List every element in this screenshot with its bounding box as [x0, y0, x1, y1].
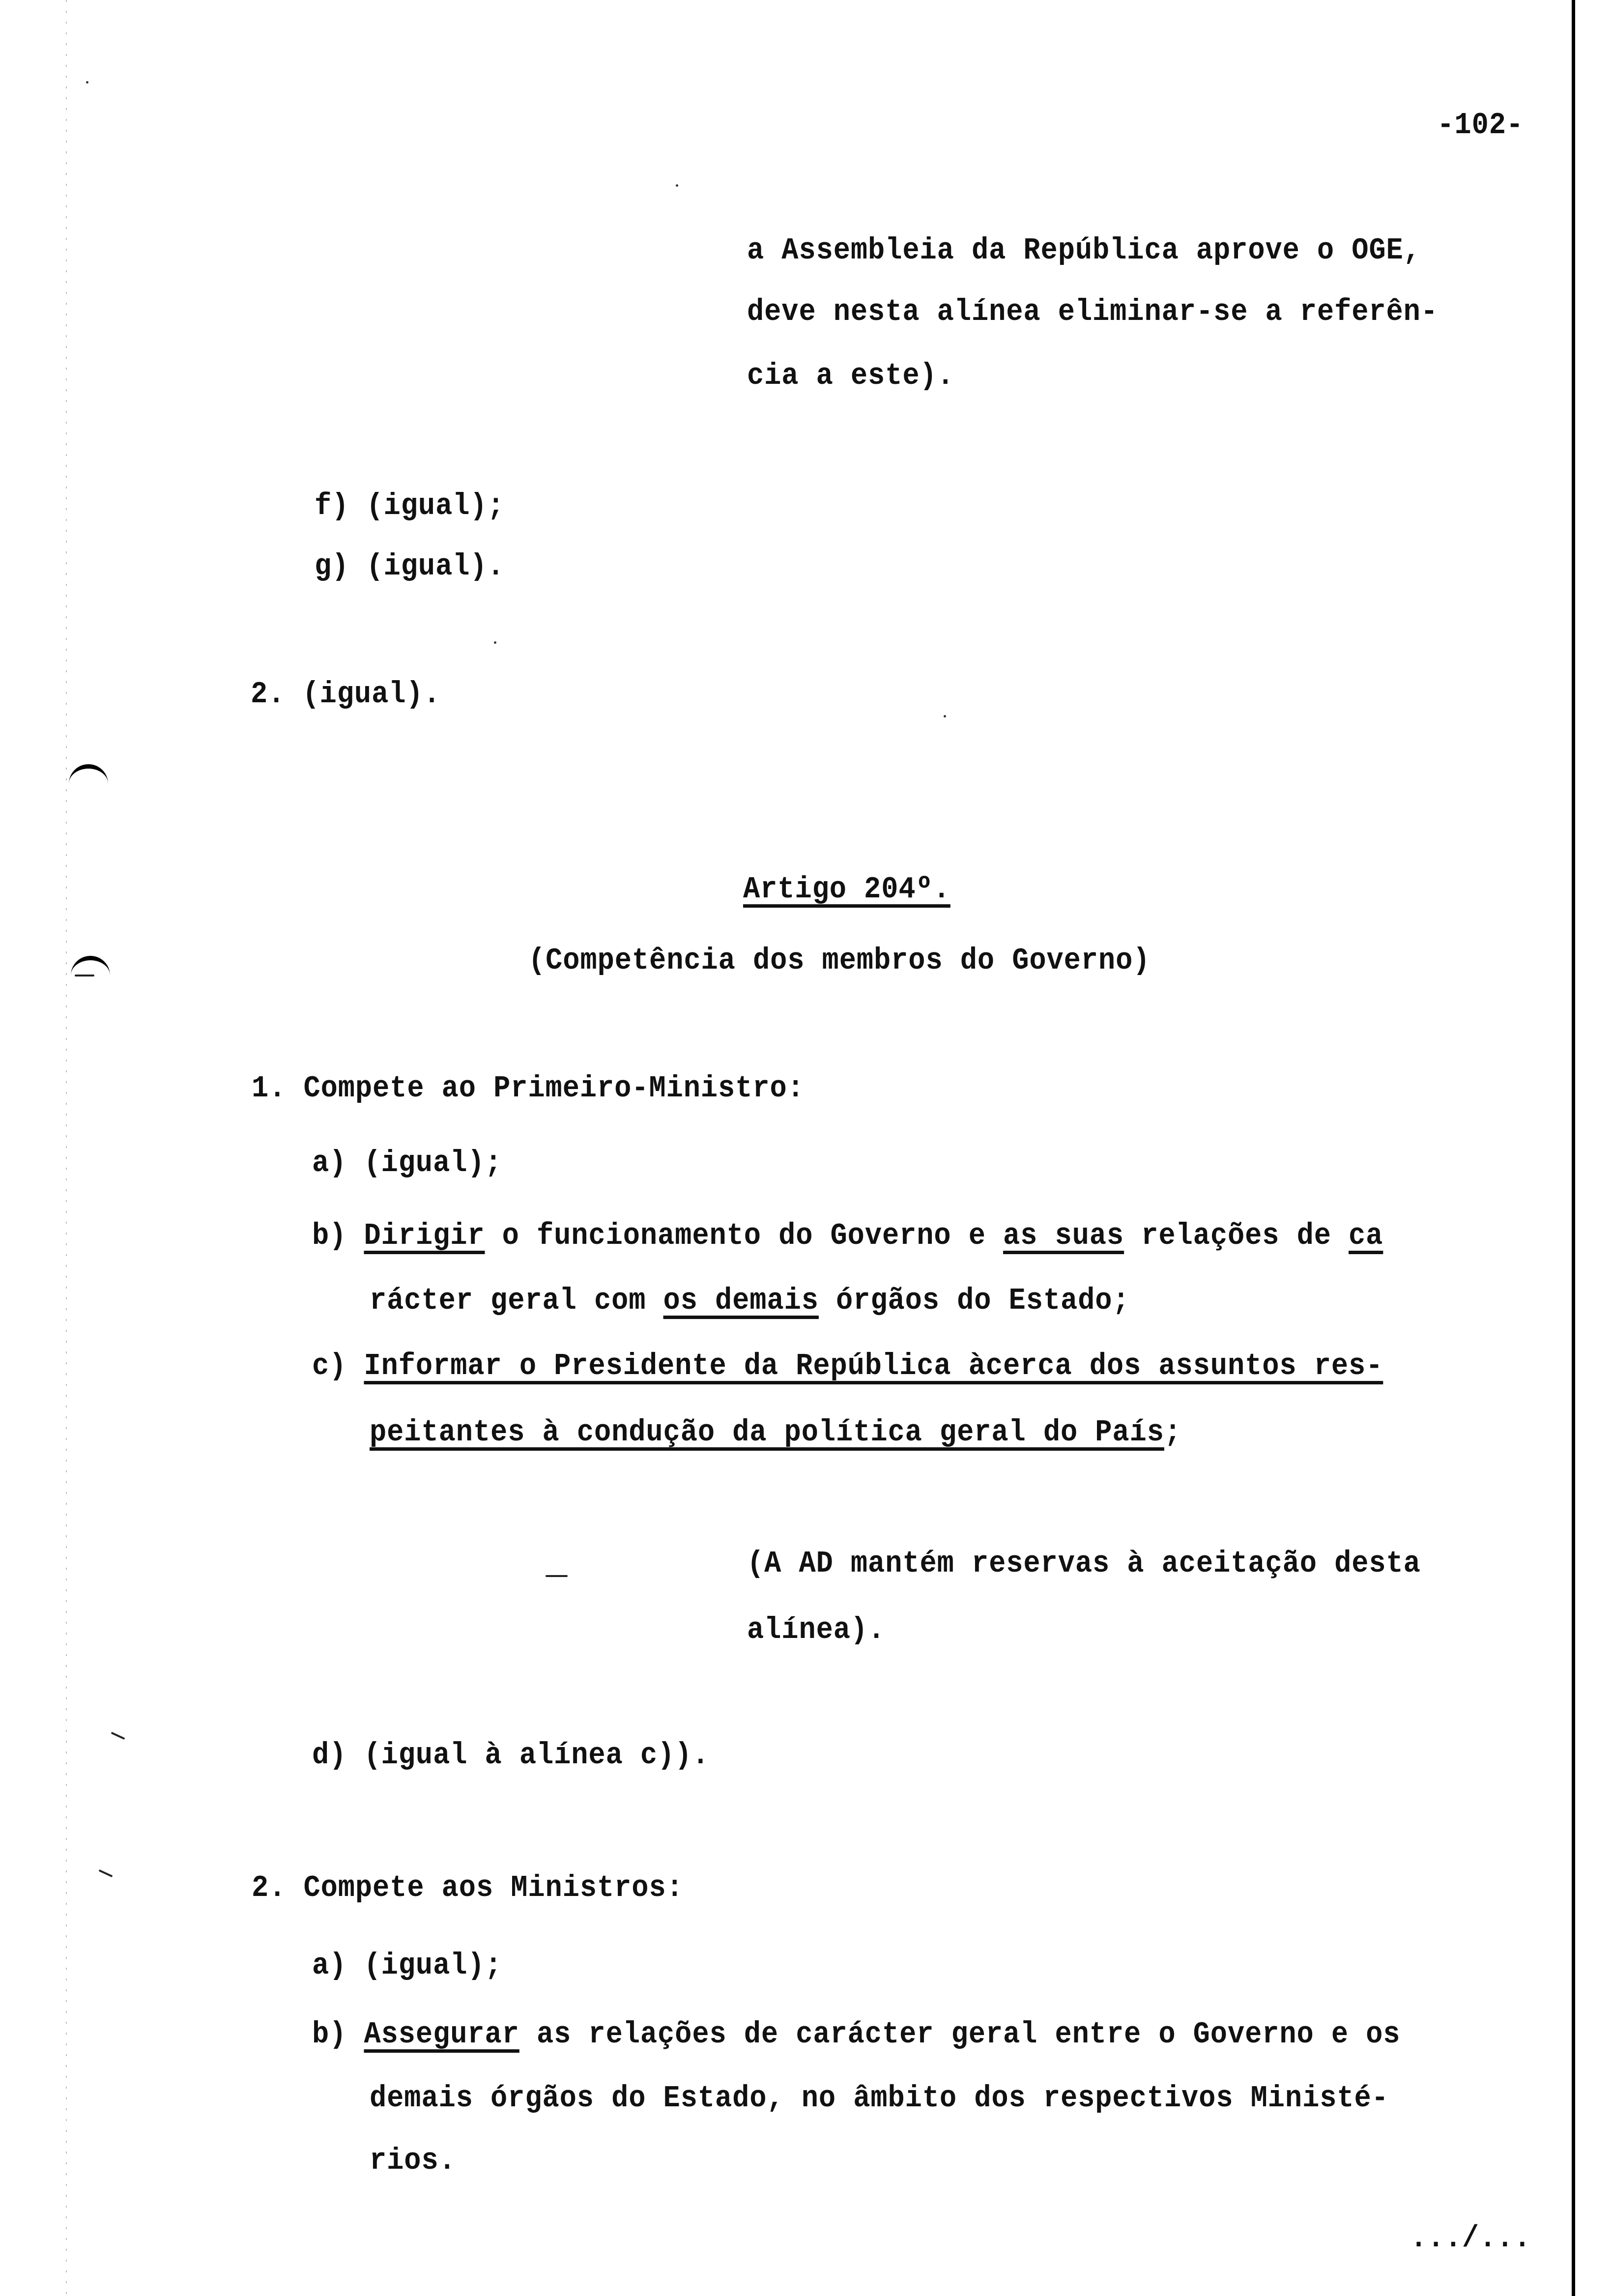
note-line-2: alínea). [747, 1612, 886, 1647]
item-label: a) [312, 1146, 347, 1180]
item-text: (igual). [366, 549, 505, 584]
item-label: d) [312, 1738, 347, 1773]
s1-item-b-line-2 [370, 1284, 1130, 1318]
s1-item-c-line-2 [370, 1415, 1181, 1450]
item-g [315, 549, 505, 584]
article-title: Artigo 204º. [743, 872, 950, 907]
s2-item-b-line-2: demais órgãos do Estado, no âmbito dos respectivos Ministé- [370, 2081, 1389, 2116]
scan-mark [546, 1575, 568, 1577]
paragraph-label: 2. [251, 677, 286, 712]
item-f [315, 489, 505, 523]
text-run: relações de [1124, 1218, 1349, 1253]
item-text: (igual); [366, 488, 505, 523]
item-label: b) [312, 2017, 347, 2052]
punch-hole-mark [69, 764, 108, 788]
scan-mark [75, 975, 94, 976]
scan-speck [944, 715, 946, 718]
note-line-1: (A AD mantém reservas à aceitação desta [747, 1546, 1421, 1581]
scan-mark [99, 1869, 113, 1877]
item-text: (igual à alínea c)). [364, 1738, 710, 1773]
item-label: f) [315, 488, 349, 523]
s1-item-a [312, 1146, 502, 1180]
binding-edge [66, 0, 67, 2296]
text-run: órgãos do Estado; [818, 1283, 1130, 1318]
page-border-line [1572, 0, 1575, 2296]
s2-item-b-line-1 [312, 2017, 1400, 2052]
text-run: rácter geral com [370, 1283, 663, 1318]
underlined-text: os demais [663, 1283, 819, 1318]
paragraph-2-top [251, 677, 441, 712]
scan-speck [494, 641, 496, 644]
scan-mark [111, 1732, 125, 1740]
page-number: -102- [1437, 108, 1524, 143]
s2-item-a [312, 1949, 502, 1983]
text-run: as relações de carácter geral entre o Governo e os [519, 2017, 1401, 2052]
section-2-heading: 2. Compete aos Ministros: [252, 1870, 684, 1905]
intro-line-3: cia a este). [747, 358, 954, 393]
text-run: o funcionamento do Governo e [485, 1218, 1004, 1253]
underlined-text: ca [1349, 1218, 1383, 1253]
item-text: (igual); [364, 1948, 502, 1983]
item-label: a) [312, 1948, 347, 1983]
section-1-heading: 1. Compete ao Primeiro-Ministro: [252, 1071, 805, 1106]
paragraph-text: (igual). [302, 677, 441, 712]
scan-speck [676, 184, 678, 187]
underlined-text: peitantes à condução da política geral do País [370, 1415, 1164, 1450]
continuation-mark: .../... [1410, 2221, 1531, 2256]
item-label: b) [312, 1218, 347, 1253]
intro-line-2: deve nesta alínea eliminar-se a referên- [747, 294, 1438, 329]
underlined-text: Assegurar [364, 2017, 519, 2052]
item-label: c) [312, 1349, 347, 1383]
intro-line-1: a Assembleia da República aprove o OGE, [747, 233, 1421, 268]
underlined-text: Informar o Presidente da República àcerca dos assuntos res- [364, 1349, 1383, 1383]
s2-item-b-line-3: rios. [370, 2143, 456, 2178]
underlined-text: as suas [1003, 1218, 1124, 1253]
item-label: g) [315, 549, 349, 584]
item-text: (igual); [364, 1146, 502, 1180]
text-run: ; [1164, 1415, 1182, 1450]
article-subtitle: (Competência dos membros do Governo) [528, 943, 1151, 978]
scan-speck [86, 81, 88, 84]
s1-item-b-line-1 [312, 1219, 1383, 1253]
underlined-text: Dirigir [364, 1218, 485, 1253]
s1-item-d [312, 1738, 709, 1773]
s1-item-c-line-1 [312, 1349, 1383, 1383]
